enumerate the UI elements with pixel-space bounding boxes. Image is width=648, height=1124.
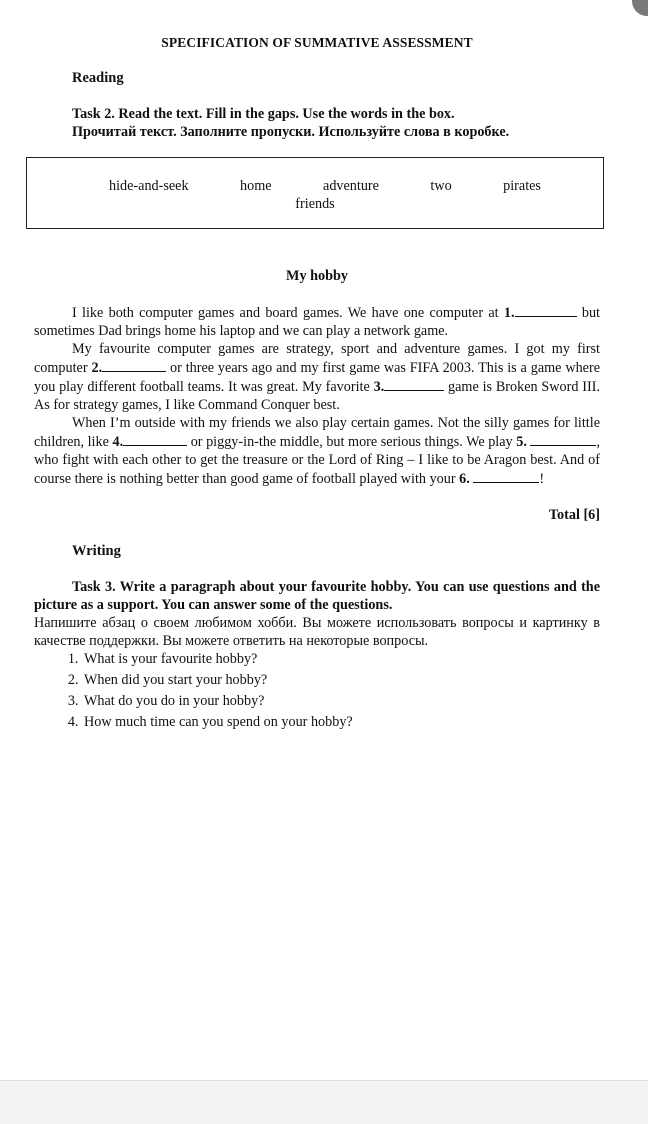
gap-number: 4. xyxy=(112,434,124,450)
question-item: 1. What is your favourite hobby? xyxy=(82,650,600,668)
reading-heading: Reading xyxy=(72,70,124,86)
bottom-bar xyxy=(0,1080,648,1124)
paragraph-1: I like both computer games and board games. We have one computer at 1. but sometimes Dad brings home his laptop and we can play a network game. xyxy=(34,305,600,339)
word-item: adventure xyxy=(323,178,379,194)
paragraph-3: When I’m outside with my friends we also play certain games. Not the silly games for little children, like 4. or piggy-in-the middle, but more serious things. We play 5. , who fight with each other to get the treasure or the Lord of Ring – I like to be Aragon best. And of course there is nothing better than good game of football played with your 6. ! xyxy=(34,415,600,487)
word-box xyxy=(26,157,604,229)
gap-blank[interactable] xyxy=(473,469,539,483)
corner-control[interactable] xyxy=(632,0,648,16)
word-item: hide-and-seek xyxy=(109,178,189,194)
gap-number: 6. xyxy=(459,471,470,487)
task3-instruction-ru: Напишите абзац о своем любимом хобби. Вы можете использовать вопросы и картинку в качестве поддержки. Вы можете ответить на некоторые вопросы. xyxy=(34,615,600,649)
paragraph-2: My favourite computer games are strategy, sport and adventure games. I got my first computer 2. or three years ago and my first game was FIFA 2003. This is a game where you play different football teams. It was great. My favorite 3. game is Broken Sword III. As for strategy games, I like Command Conquer best. xyxy=(34,341,601,413)
question-item: 4. How much time can you spend on your hobby? xyxy=(82,713,600,731)
gap-blank[interactable] xyxy=(123,432,187,446)
question-item: 3. What do you do in your hobby? xyxy=(82,692,600,710)
task2-instruction-en: Task 2. Read the text. Fill in the gaps. Use the words in the box. xyxy=(72,106,455,122)
document-title: SPECIFICATION OF SUMMATIVE ASSESSMENT xyxy=(161,35,473,50)
task2-instruction-ru: Прочитай текст. Заполните пропуски. Используйте слова в коробке. xyxy=(72,124,510,140)
gap-blank[interactable] xyxy=(530,432,596,446)
writing-heading: Writing xyxy=(72,543,121,559)
task3-instruction-en: Task 3. Write a paragraph about your favourite hobby. You can use questions and the picture as a support. You can answer some of the questions. xyxy=(34,579,600,613)
word-item: two xyxy=(430,178,452,194)
question-item: 2. When did you start your hobby? xyxy=(82,671,600,689)
gap-blank[interactable] xyxy=(515,303,577,317)
word-item: home xyxy=(240,178,272,194)
gap-blank[interactable] xyxy=(102,358,166,372)
gap-number: 3. xyxy=(373,379,385,395)
gap-number: 2. xyxy=(91,360,103,376)
gap-number: 5. xyxy=(516,434,527,450)
word-item: pirates xyxy=(503,178,541,194)
gap-number: 1. xyxy=(503,305,515,321)
word-item: friends xyxy=(295,196,335,212)
word-row xyxy=(27,177,603,195)
document-page xyxy=(34,34,600,734)
text-title: My hobby xyxy=(286,268,348,284)
total-score: Total [6] xyxy=(548,507,600,523)
question-list xyxy=(34,650,600,731)
gap-blank[interactable] xyxy=(384,377,444,391)
